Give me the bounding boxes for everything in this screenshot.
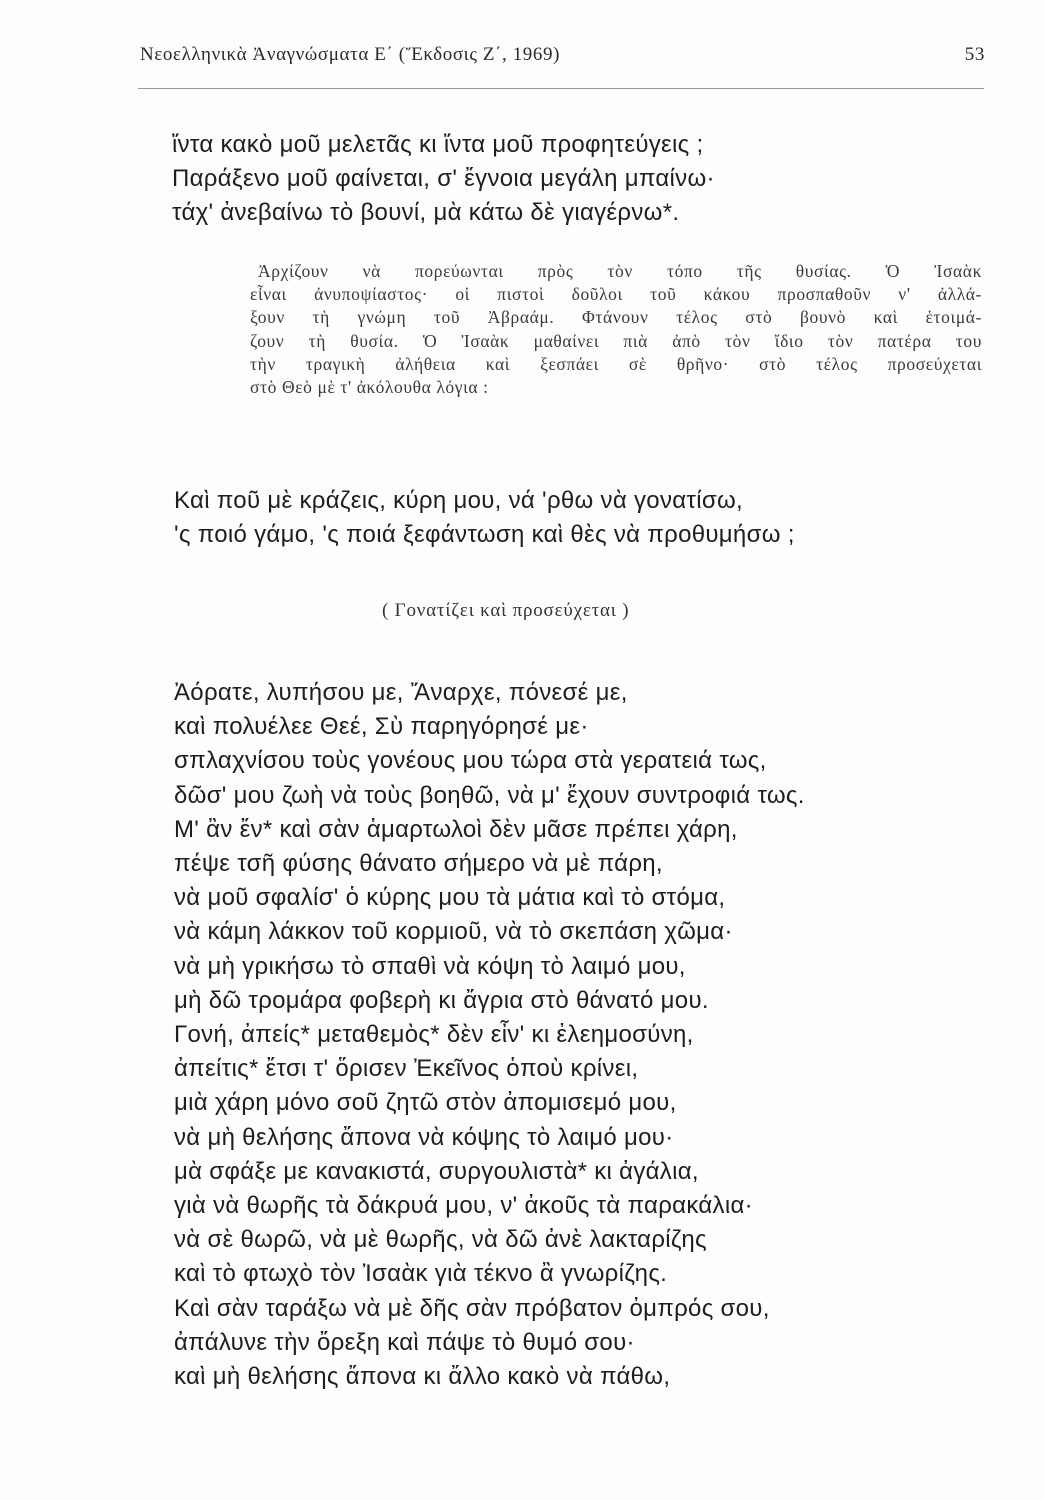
verse-line: σπλαχνίσου τοὺς γονέους μου τώρα στὰ γερατειά τως, [174, 747, 767, 775]
verse-line: Ἀόρατε, λυπήσου με, Ἄναρχε, πόνεσέ με, [174, 679, 628, 706]
prose-summary [250, 260, 982, 399]
verse-block-top [172, 128, 715, 231]
header-rule [138, 88, 984, 89]
verse-line: Παράξενο μοῦ φαίνεται, σ' ἔγνοια μεγάλη μπαίνω· [172, 165, 715, 193]
verse-line: καὶ μὴ θελήσης ἄπονα κι ἄλλο κακὸ νὰ πάθω, [174, 1363, 671, 1391]
verse-line: Μ' ἂν ἔν* καὶ σὰν ἁμαρτωλοὶ δὲν μᾶσε πρέπει χάρη, [174, 815, 738, 843]
verse-line: μὰ σφάξε με κανακιστά, συργουλιστὰ* κι ἀγάλια, [174, 1157, 699, 1185]
stage-direction: ( Γονατίζει καὶ προσεύχεται ) [382, 600, 630, 621]
verse-line: γιὰ νὰ θωρῆς τὰ δάκρυά μου, ν' ἀκοῦς τὰ παρακάλια· [174, 1192, 753, 1220]
prose-line: εἶναι ἀνυποψίαστος· οἱ πιστοὶ δοῦλοι τοῦ κάκου προσπαθοῦν ν' ἀλλά- [250, 284, 982, 305]
prose-line: ζουν τὴ θυσία. Ὁ Ἰσαὰκ μαθαίνει πιὰ ἀπὸ τὸν ἴδιο τὸν πατέρα του [250, 330, 982, 351]
verse-line: νὰ μοῦ σφαλίσ' ὁ κύρης μου τὰ μάτια καὶ τὸ στόμα, [174, 884, 726, 912]
verse-block-middle [174, 484, 795, 552]
verse-line: νὰ σὲ θωρῶ, νὰ μὲ θωρῆς, νὰ δῶ ἀνὲ λακταρίζης [174, 1226, 707, 1254]
verse-line: νὰ μὴ γρικήσω τὸ σπαθὶ νὰ κόψη τὸ λαιμό μου, [174, 952, 686, 980]
verse-line: νὰ κάμη λάκκον τοῦ κορμιοῦ, νὰ τὸ σκεπάση χῶμα· [174, 918, 733, 946]
verse-line: Καὶ σὰν ταράξω νὰ μὲ δῆς σὰν πρόβατον ὀμπρός σου, [174, 1294, 770, 1322]
verse-line: μὴ δῶ τρομάρα φοβερὴ κι ἄγρια στὸ θάνατό μου. [174, 986, 709, 1014]
verse-line: ἀπείτις* ἔτσι τ' ὅρισεν Ἐκεῖνος ὁποὺ κρίνει, [174, 1055, 639, 1083]
verse-line: τάχ' ἀνεβαίνω τὸ βουνί, μὰ κάτω δὲ γιαγέρνω*. [172, 199, 680, 227]
running-title: Νεοελληνικὰ Ἀναγνώσματα Ε΄ (Ἔκδοσις Ζ΄, 1969) [140, 44, 561, 65]
verse-line: νὰ μὴ θελήσης ἄπονα νὰ κόψης τὸ λαιμό μου· [174, 1123, 674, 1151]
verse-block-main [174, 676, 805, 1394]
verse-line: καὶ πολυέλεε Θεέ, Σὺ παρηγόρησέ με· [174, 713, 589, 741]
verse-line: Γονή, ἀπείς* μεταθεμὸς* δὲν εἶν' κι ἐλεημοσύνη, [174, 1021, 694, 1049]
prose-line: τὴν τραγικὴ ἀλήθεια καὶ ξεσπάει σὲ θρῆνο· στὸ τέλος προσεύχεται [250, 353, 982, 374]
page-number: 53 [964, 44, 985, 65]
verse-line: ἀπάλυνε τὴν ὄρεξη καὶ πάψε τὸ θυμό σου· [174, 1328, 635, 1356]
prose-line: στὸ Θεὸ μὲ τ' ἀκόλουθα λόγια : [250, 377, 489, 398]
verse-line: 'ς ποιό γάμο, 'ς ποιά ξεφάντωση καὶ θὲς νὰ προθυμήσω ; [174, 521, 795, 549]
verse-line: δῶσ' μου ζωὴ νὰ τοὺς βοηθῶ, νὰ μ' ἔχουν συντροφιά τως. [174, 781, 805, 809]
verse-line: καὶ τὸ φτωχὸ τὸν Ἰσαὰκ γιὰ τέκνο ἂ γνωρίζης. [174, 1260, 668, 1288]
verse-line: πέψε τσῆ φύσης θάνατο σήμερο νὰ μὲ πάρη, [174, 850, 663, 878]
verse-line: ἴντα κακὸ μοῦ μελετᾶς κι ἴντα μοῦ προφητεύγεις ; [172, 131, 704, 158]
verse-line: Καὶ ποῦ μὲ κράζεις, κύρη μου, νά 'ρθω νὰ γονατίσω, [174, 487, 743, 514]
verse-line: μιὰ χάρη μόνο σοῦ ζητῶ στὸν ἀπομισεμό μου, [174, 1089, 677, 1117]
prose-line: ξουν τὴ γνώμη τοῦ Ἀβραάμ. Φτάνουν τέλος στὸ βουνὸ καὶ ἑτοιμά- [250, 307, 982, 328]
prose-line: Ἀρχίζουν νὰ πορεύωνται πρὸς τὸν τόπο τῆς θυσίας. Ὁ Ἰσαὰκ [258, 261, 982, 281]
running-header [140, 44, 985, 78]
